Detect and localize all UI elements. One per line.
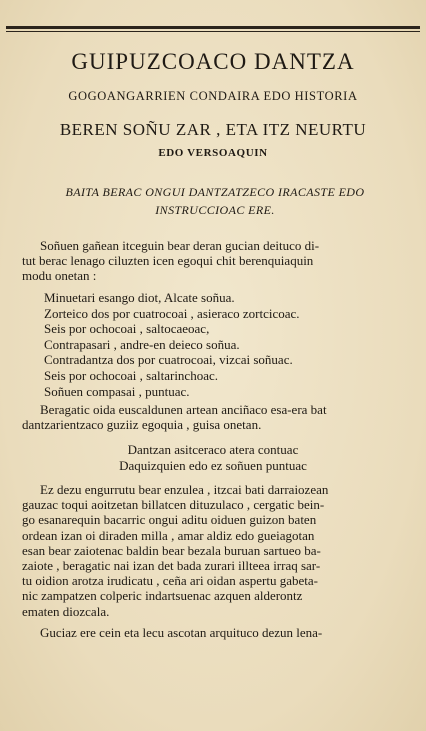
paragraph-line: go esanarequin bacarric ongui aditu oiduen guizon baten [22,512,317,528]
paragraph-line: ematen diozcala. [22,603,110,619]
section-heading: BEREN SOÑU ZAR , ETA ITZ NEURTU [59,120,367,139]
paragraph-line: Ez dezu engurrutu bear enzulea , itzcai bati darraiozean [40,482,329,497]
verse-line: Dantzan asitceraco atera contuac [127,442,299,457]
list-item: Seis por ochocoai , saltarinchoac. [44,367,218,383]
top-thick-rule [6,26,420,29]
paragraph-line: tut berac lenago ciluzten icen egoqui chit berenquiaquin [22,253,314,269]
list-item: Contradantza dos por cuatrocoai, vizcai soñuac. [44,352,293,368]
paragraph-line: tu oidion arotza irudicatu , ceña ari oidan aspertu gabeta- [22,573,318,589]
section-subheading: EDO VERSOAQUIN [158,147,268,159]
italic-heading-line: INSTRUCCIOAC ERE. [155,203,275,217]
list-item: Contrapasari , andre-en deieco soñua. [44,336,240,352]
paragraph-line: nic zampatzen colperic indartsuenac azquen alderontz [22,588,303,604]
paragraph-line: zaiote , beragatic nai izan det bada zurari illteea irraq sar- [22,558,321,574]
list-item: Zorteico dos por cuatrocoai , asieraco zortcicoac. [44,305,300,321]
italic-heading [30,183,400,219]
list-item: Soñuen compasai , puntuac. [44,383,190,399]
verse-line: Daquizquien edo ez soñuen puntuac [119,457,307,473]
paragraph-line: Soñuen gañean itceguin bear deran gucian deituco di- [40,238,320,253]
paragraph-4 [22,625,412,640]
paragraph-line: gauzac toqui aoitzetan billatcen dituzulaco , cergatic bein- [22,497,325,513]
paragraph-line: Guciaz ere cein eta lecu ascotan arquituco dezun lena- [40,625,323,640]
paragraph-line: ordean izan oi diraden milla , amar aldiz edo gueiagotan [22,527,315,543]
paragraph-line: Beragatic oida euscaldunen artean anciñaco esa-era bat [40,402,327,417]
paragraph-1 [22,238,412,284]
paragraph-line: esan bear zaiotenac baldin bear bezala buruan sartueo ba- [22,542,321,558]
top-thin-rule [6,31,420,32]
list-item: Seis por ochocoai , saltocaeoac, [44,321,210,337]
italic-heading-line: BAITA BERAC ONGUI DANTZATZECO IRACASTE EDO [65,185,365,199]
list-item: Minuetari esango diot, Alcate soñua. [44,290,235,305]
paragraph-2 [22,402,412,432]
paragraph-3 [22,482,412,619]
paragraph-line: modu onetan : [22,268,97,284]
paragraph-line: dantzarientzaco guziiz egoquia , guisa onetan. [22,417,262,433]
page-subtitle: GOGOANGARRIEN CONDAIRA EDO HISTORIA [68,89,358,103]
dance-list [44,290,406,399]
verse [0,442,426,474]
page-title: GUIPUZCOACO DANTZA [71,49,355,74]
